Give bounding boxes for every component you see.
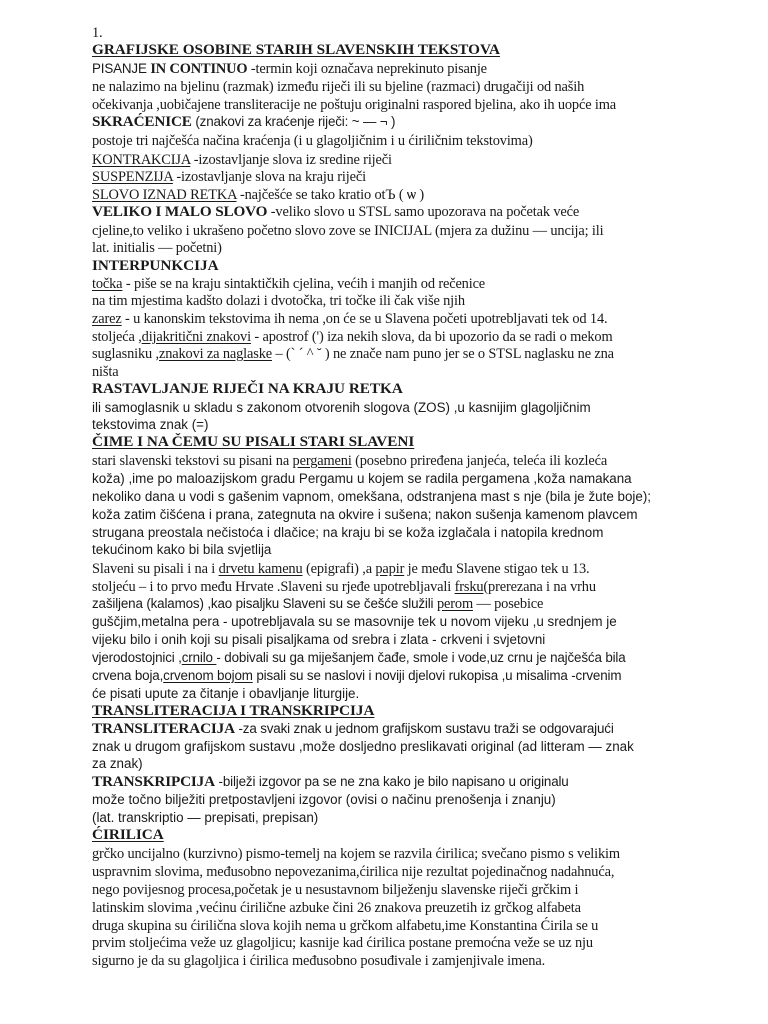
text-fragment: -za svaki znak u jednom grafijskom sustavu traži se odgovarajući [234, 721, 614, 736]
paragraph-line: grčko uncijalno (kurzivno) pismo-temelj na kojem se razvila ćirilica; svečano pismo s velikim [92, 846, 620, 862]
paragraph-line: koža zatim čišćena i prana, zategnuta na okvire i sušena; nakon sušenja kamenom plavcem [92, 507, 638, 522]
text-fragment: -bilježi izgovor pa se ne zna kako je bilo napisano u originalu [214, 774, 569, 789]
text-fragment: - apostrof (') iza nekih slova, da bi upozorio da se radi o mekom [250, 329, 613, 345]
kontrakcija-term: KONTRAKCIJA [92, 152, 191, 168]
paragraph-line: ne nalazimo na bjelinu (razmak) između riječi ili su bjeline (razmaci) drugačiji od naših [92, 79, 585, 95]
frska-term: frsku [454, 579, 484, 595]
paragraph-line: nego povijesnog procesa,početak je u nesustavnom bilježenju slavenske riječi grčkim i [92, 882, 579, 898]
paragraph-line: (lat. transkriptio — prepisati, prepisan) [92, 810, 319, 825]
paragraph-line: za znak) [92, 756, 143, 771]
text-fragment: stoljeću – i to prvo među Hrvate .Slaveni su rjeđe upotrebljavali [92, 579, 455, 595]
in-continuo-definition: -termin koji označava neprekinuto pisanje [247, 61, 487, 77]
section-heading: INTERPUNKCIJA [92, 257, 219, 274]
transkripcija-line [92, 773, 569, 791]
text-fragment: - dobivali su ga miješanjem čađe, smole i vode,uz crnu je najčešća bila [216, 650, 626, 665]
pero-term: perom [436, 596, 473, 612]
section-heading: ČIME I NA ČEMU SU PISALI STARI SLAVENI [92, 433, 415, 450]
skracenice-definition: (znakovi za kraćenje riječi: ~ — ¬ ) [191, 114, 396, 129]
paragraph-line: strugana preostala nečistoća i dlačice; na kraju bi se koža izglačala i natopila krednom [92, 525, 604, 540]
paragraph-line: vijeku bilo i onih koji su pisali pisaljkama od srebra i zlata - crkveni i svjetovni [92, 632, 546, 647]
paragraph-line: na tim mjestima kadšto dolazi i dvotočka, tri točke ili čak više njih [92, 293, 465, 309]
text-fragment: (prerezana i na vrhu [483, 579, 596, 595]
crnilo-term: crnilo [181, 650, 217, 665]
paragraph-line: očekivanja ,uobičajene transliteracije ne poštuju originalni raspored bjelina, ako ih uopće ima [92, 97, 617, 113]
paragraph-line: koža) ,ime po maloazijskom gradu Pergamu u kojem se radila pergamena ,koža namakana [92, 471, 632, 486]
crvena-boja-line [92, 667, 621, 685]
text-fragment: pisali su se naslovi i noviji djelovi rukopisa ,u misalima -crvenim [252, 668, 622, 683]
paragraph-line: druga skupina su ćirilična slova kojih nema u grčkom alfabetu,ime Konstantina Ćirila se u [92, 918, 599, 934]
text-fragment: stoljeća , [92, 329, 142, 345]
text-fragment: zašiljena (kalamos) ,kao pisaljku Slaveni su se češće služili [92, 596, 437, 611]
transliteracija-term: TRANSLITERACIJA [92, 720, 235, 737]
paragraph-line: će pisati upute za čitanje i obavljanje liturgije. [92, 686, 360, 701]
text-fragment: — posebice [472, 596, 544, 612]
text-fragment: Slaveni su pisali i na i [92, 561, 219, 577]
text-fragment: – (` ´ ^ ˘ ) ne znače nam puno jer se o STSL naglasku ne zna [272, 346, 614, 362]
crvena-boja-term: crvenom bojom [163, 668, 253, 683]
section-heading: TRANSLITERACIJA I TRANSKRIPCIJA [92, 702, 375, 719]
text-fragment: (posebno priređena janjeća, teleća ili kozleća [351, 453, 608, 469]
tocka-line [92, 275, 485, 293]
papir-term: papir [375, 561, 405, 577]
veliko-malo-definition: -veliko slovo u STSL samo upozorava na početak veće [267, 204, 580, 220]
paragraph-line: lat. initialis — početni) [92, 240, 222, 256]
paragraph-line: ili samoglasnik u skladu s zakonom otvorenih slogova (ZOS) ,u kasnijim glagoljičnim [92, 400, 591, 415]
paragraph-line: znak u drugom grafijskom sustavu ,može dosljedno preslikavati original (ad litteram — znak [92, 739, 634, 754]
skracenice-term: SKRAĆENICE [92, 113, 192, 130]
paragraph-line: uspravnim slovima, međusobno nepovezanima,ćirilica nije rezultat pojedinačnog nadahnuća, [92, 864, 615, 880]
veliko-malo-term: VELIKO I MALO SLOVO [92, 203, 268, 220]
kontrakcija-line [92, 151, 392, 169]
in-continuo-prefix: PISANJE [92, 61, 151, 76]
paragraph-line: može točno bilježiti pretpostavljeni izgovor (ovisi o načinu prenošenja i znanju) [92, 792, 556, 807]
pergamena-line [92, 452, 607, 470]
slovo-iznad-line [92, 186, 424, 204]
section-number: 1. [92, 25, 103, 41]
text-fragment: je među Slavene stigao tek u 13. [404, 561, 590, 577]
section-heading: ĆIRILICA [92, 826, 164, 843]
transliteracija-line [92, 720, 614, 738]
crnilo-line [92, 649, 626, 667]
slovo-iznad-definition: -najčešće se tako kratio otЪ ( ѡ ) [236, 187, 424, 203]
materijali-line [92, 560, 590, 578]
dijakriticni-term: dijakritični znakovi [141, 329, 251, 345]
pero-line [92, 595, 543, 613]
drvo-kamen-term: drvetu kamenu [218, 561, 303, 577]
paragraph-line: postoje tri najčešća načina kraćenja (i u glagoljičnim i u ćiriličnim tekstovima) [92, 133, 533, 149]
paragraph-line: guščjim,metalna pera - upotrebljavala su se masovnije tek u novom vijeku ,u srednjem je [92, 614, 617, 629]
text-fragment: crvena boja, [92, 668, 164, 683]
document-title: GRAFIJSKE OSOBINE STARIH SLAVENSKIH TEKSTOVA [92, 41, 500, 58]
tocka-definition: - piše se na kraju sintaktičkih cjelina, većih i manjih od rečenice [122, 276, 486, 292]
paragraph-line: latinskim slovima ,većinu ćirilične azbuke čini 26 znakova preuzetih iz grčkog alfabeta [92, 900, 581, 916]
dijakriticni-line [92, 328, 613, 346]
in-continuo-line [92, 60, 487, 78]
frska-line [92, 578, 596, 596]
naglasci-line [92, 345, 614, 363]
skracenice-line [92, 113, 395, 131]
text-fragment: stari slavenski tekstovi su pisani na [92, 453, 293, 469]
suspenzija-line [92, 168, 366, 186]
text-fragment: vjerodostojnici , [92, 650, 182, 665]
zarez-line [92, 310, 607, 328]
paragraph-line: nekoliko dana u vodi s gašenim vapnom, omekšana, odstranjena mast s nje (bila je žute boje); [92, 489, 652, 504]
in-continuo-term: IN CONTINUO [150, 61, 248, 77]
tocka-term: točka [92, 276, 123, 292]
paragraph-line: cjeline,to veliko i ukrašeno početno slovo zove se INICIJAL (mjera za dužinu — uncija; ili [92, 223, 604, 239]
paragraph-line: tekućinom kako bi bila svjetlija [92, 542, 272, 557]
slovo-iznad-term: SLOVO IZNAD RETKA [92, 187, 237, 203]
kontrakcija-definition: -izostavljanje slova iz sredine riječi [190, 152, 392, 168]
text-fragment: (epigrafi) ,a [302, 561, 376, 577]
paragraph-line: prvim stoljećima veže uz glagoljicu; kasnije kad ćirilica postane premoćna veže se uz nju [92, 935, 593, 951]
suspenzija-term: SUSPENZIJA [92, 169, 173, 185]
pergamena-term: pergameni [292, 453, 352, 469]
text-fragment: suglasniku , [92, 346, 159, 362]
naglasci-term: znakovi za naglaske [158, 346, 272, 362]
paragraph-line: sigurno je da su glagoljica i ćirilica međusobno posuđivale i zamjenjivale imena. [92, 953, 546, 969]
transkripcija-term: TRANSKRIPCIJA [92, 773, 215, 790]
section-heading: RASTAVLJANJE RIJEČI NA KRAJU RETKA [92, 380, 403, 397]
zarez-definition: - u kanonskim tekstovima ih nema ,on će se u Slavena početi upotrebljavati tek od 14. [121, 311, 608, 327]
veliko-malo-line [92, 203, 579, 221]
paragraph-line: ništa [92, 364, 119, 380]
zarez-term: zarez [92, 311, 122, 327]
suspenzija-definition: -izostavljanje slova na kraju riječi [172, 169, 366, 185]
paragraph-line: tekstovima znak (=) [92, 417, 209, 432]
